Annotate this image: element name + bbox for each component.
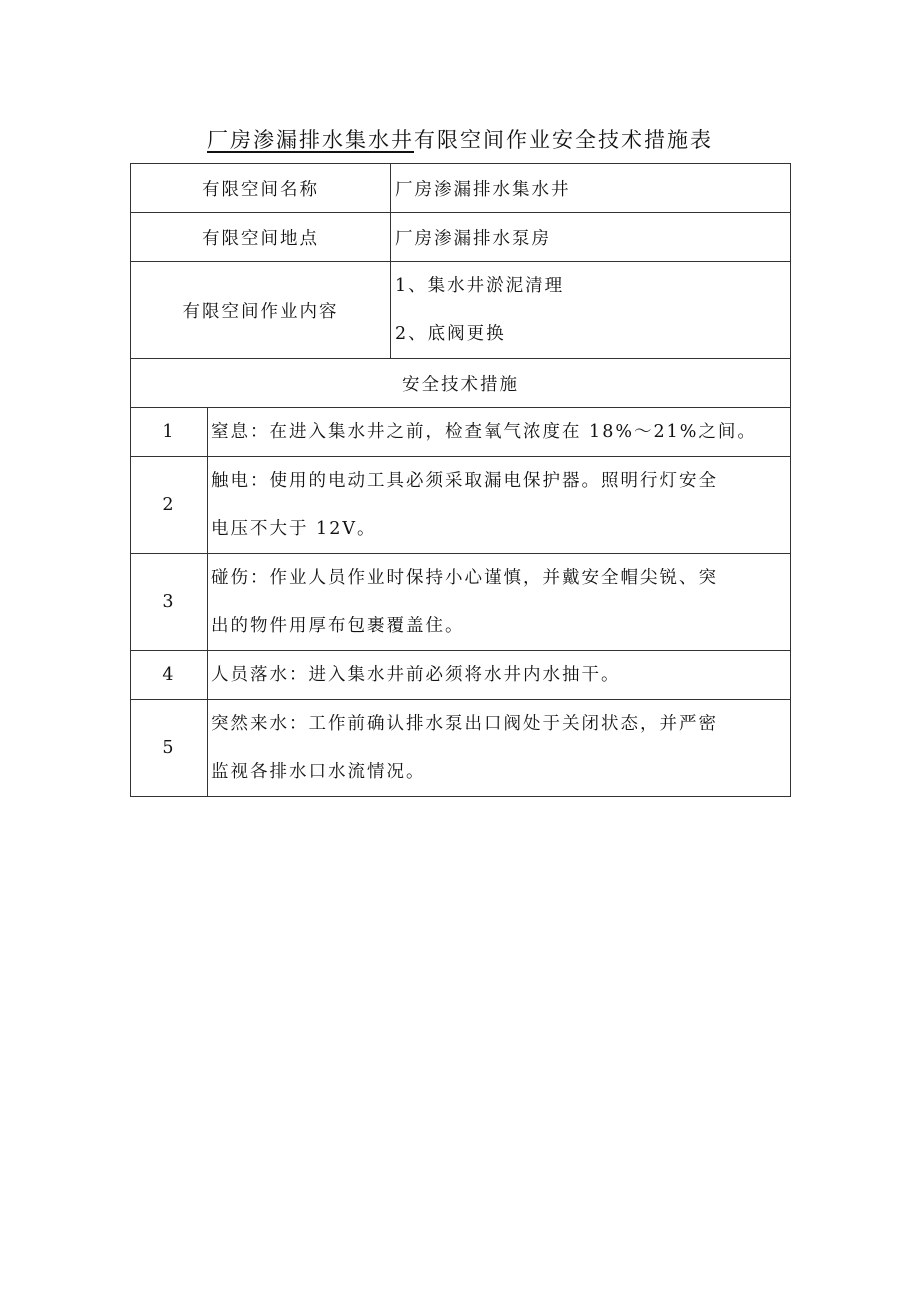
measure-row [131,700,791,797]
work-content-label: 有限空间作业内容 [131,262,391,359]
measure-text [208,651,791,700]
measure-line: 人员落水：进入集水井前必须将水井内水抽干。 [211,665,621,685]
measure-row [131,554,791,651]
measure-text [208,457,791,554]
measure-number: 5 [131,700,208,797]
measure-row [131,457,791,554]
measure-text [208,700,791,797]
measure-row [131,651,791,700]
work-content-value [391,262,791,359]
measure-line: 触电：使用的电动工具必须采取漏电保护器。照明行灯安全 [211,471,718,491]
measure-line: 出的物件用厚布包裹覆盖住。 [211,616,465,636]
measure-row [131,408,791,457]
space-name-value: 厂房渗漏排水集水井 [391,164,791,213]
title-underlined-part: 厂房渗漏排水集水井 [207,128,414,152]
safety-measures-table [130,163,791,797]
measure-text [208,554,791,651]
work-content-item: 1、集水井淤泥清理 [395,276,565,296]
measures-header: 安全技术措施 [131,359,791,408]
space-name-label: 有限空间名称 [131,164,391,213]
measure-line: 监视各排水口水流情况。 [211,762,426,782]
measure-number: 4 [131,651,208,700]
info-row-location [131,213,791,262]
title-rest-part: 有限空间作业安全技术措施表 [414,128,713,152]
document-title [0,124,920,156]
work-content-item: 2、底阀更换 [395,324,506,344]
measures-header-row [131,359,791,408]
measure-text [208,408,791,457]
space-location-label: 有限空间地点 [131,213,391,262]
info-row-content [131,262,791,359]
measure-number: 1 [131,408,208,457]
info-row-name [131,164,791,213]
measure-line: 窒息：在进入集水井之前，检查氧气浓度在 18%～21%之间。 [211,422,757,442]
space-location-value: 厂房渗漏排水泵房 [391,213,791,262]
measure-line: 电压不大于 12V。 [211,519,377,539]
measure-number: 2 [131,457,208,554]
measure-line: 碰伤：作业人员作业时保持小心谨慎，并戴安全帽尖锐、突 [211,568,718,588]
measure-line: 突然来水：工作前确认排水泵出口阀处于关闭状态，并严密 [211,714,718,734]
measure-number: 3 [131,554,208,651]
